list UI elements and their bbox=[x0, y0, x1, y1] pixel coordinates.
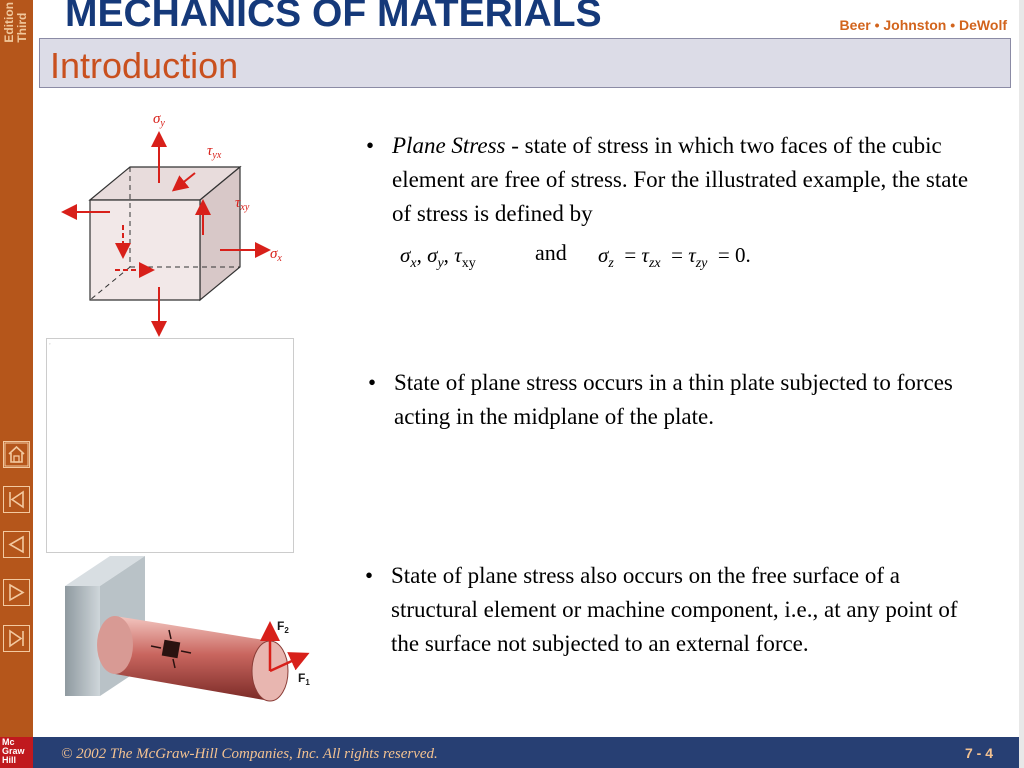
next-slide-icon bbox=[4, 580, 29, 605]
tau-xy-label: $\tau_{xy}$ bbox=[235, 195, 250, 213]
footer-bar bbox=[33, 737, 1019, 768]
bullet-thin-plate bbox=[368, 366, 994, 434]
placeholder-caption: ▫ bbox=[49, 341, 51, 346]
bullet-dot: • bbox=[366, 133, 375, 158]
header bbox=[33, 0, 1019, 34]
bullet-dot: • bbox=[365, 563, 374, 588]
thin-plate-text: State of plane stress occurs in a thin plate subjected to forces acting in the midplane of the plate. bbox=[394, 370, 953, 429]
mcgraw-hill-logo: Mc Graw Hill bbox=[0, 737, 33, 768]
plane-stress-term: Plane Stress bbox=[392, 133, 506, 158]
slide-title-box bbox=[39, 38, 1011, 88]
previous-slide-button[interactable] bbox=[3, 531, 30, 558]
edition-label bbox=[3, 2, 29, 43]
force-f2-label: $F_2$ bbox=[277, 619, 289, 635]
stress-components-equation: $\sigma_x$, $\sigma_y$, $\tau_{xy}$ bbox=[400, 243, 476, 272]
plane-stress-definition: - state of stress in which two faces of the cubic element are free of stress. For the illustrated example, the state of stress is defined by bbox=[392, 133, 969, 226]
zero-stress-equation: $\sigma_z = \tau_{zx} = \tau_{zy} = 0$. bbox=[598, 243, 751, 272]
last-slide-button[interactable] bbox=[3, 625, 30, 652]
right-edge-bar bbox=[1019, 0, 1024, 768]
left-sidebar bbox=[0, 0, 33, 768]
and-word: and bbox=[535, 240, 567, 265]
tau-yx-label: $\tau_{yx}$ bbox=[207, 143, 222, 161]
shaft-figure bbox=[55, 556, 325, 716]
bullet-dot: • bbox=[368, 370, 377, 395]
free-surface-text: State of plane stress also occurs on the free surface of a structural element or machine component, i.e., at any point of the surface not subjected to an external force. bbox=[391, 563, 958, 656]
next-slide-button[interactable] bbox=[3, 579, 30, 606]
edition-line2: Edition bbox=[2, 2, 16, 43]
sigma-x-label: $\sigma_x$ bbox=[270, 246, 282, 264]
plate-figure-placeholder bbox=[46, 338, 294, 553]
previous-slide-icon bbox=[4, 532, 29, 557]
course-title: MECHANICS OF MATERIALS bbox=[65, 0, 602, 35]
first-slide-icon bbox=[4, 487, 29, 512]
slide-title: Introduction bbox=[50, 45, 239, 86]
bullet-plane-stress bbox=[366, 129, 992, 231]
stress-cube-figure bbox=[55, 105, 300, 337]
first-slide-button[interactable] bbox=[3, 486, 30, 513]
copyright-notice: © 2002 The McGraw-Hill Companies, Inc. All rights reserved. bbox=[61, 746, 438, 762]
edition-line1: Third bbox=[15, 12, 29, 43]
home-icon bbox=[4, 442, 29, 467]
page-number: 7 - 4 bbox=[964, 745, 993, 761]
authors-line: Beer • Johnston • DeWolf bbox=[839, 17, 1007, 33]
force-f1-label: $F_1$ bbox=[298, 671, 310, 687]
home-button[interactable] bbox=[3, 441, 30, 468]
last-slide-icon bbox=[4, 626, 29, 651]
bullet-free-surface bbox=[365, 559, 991, 661]
sigma-y-label: $\sigma_y$ bbox=[153, 111, 165, 129]
